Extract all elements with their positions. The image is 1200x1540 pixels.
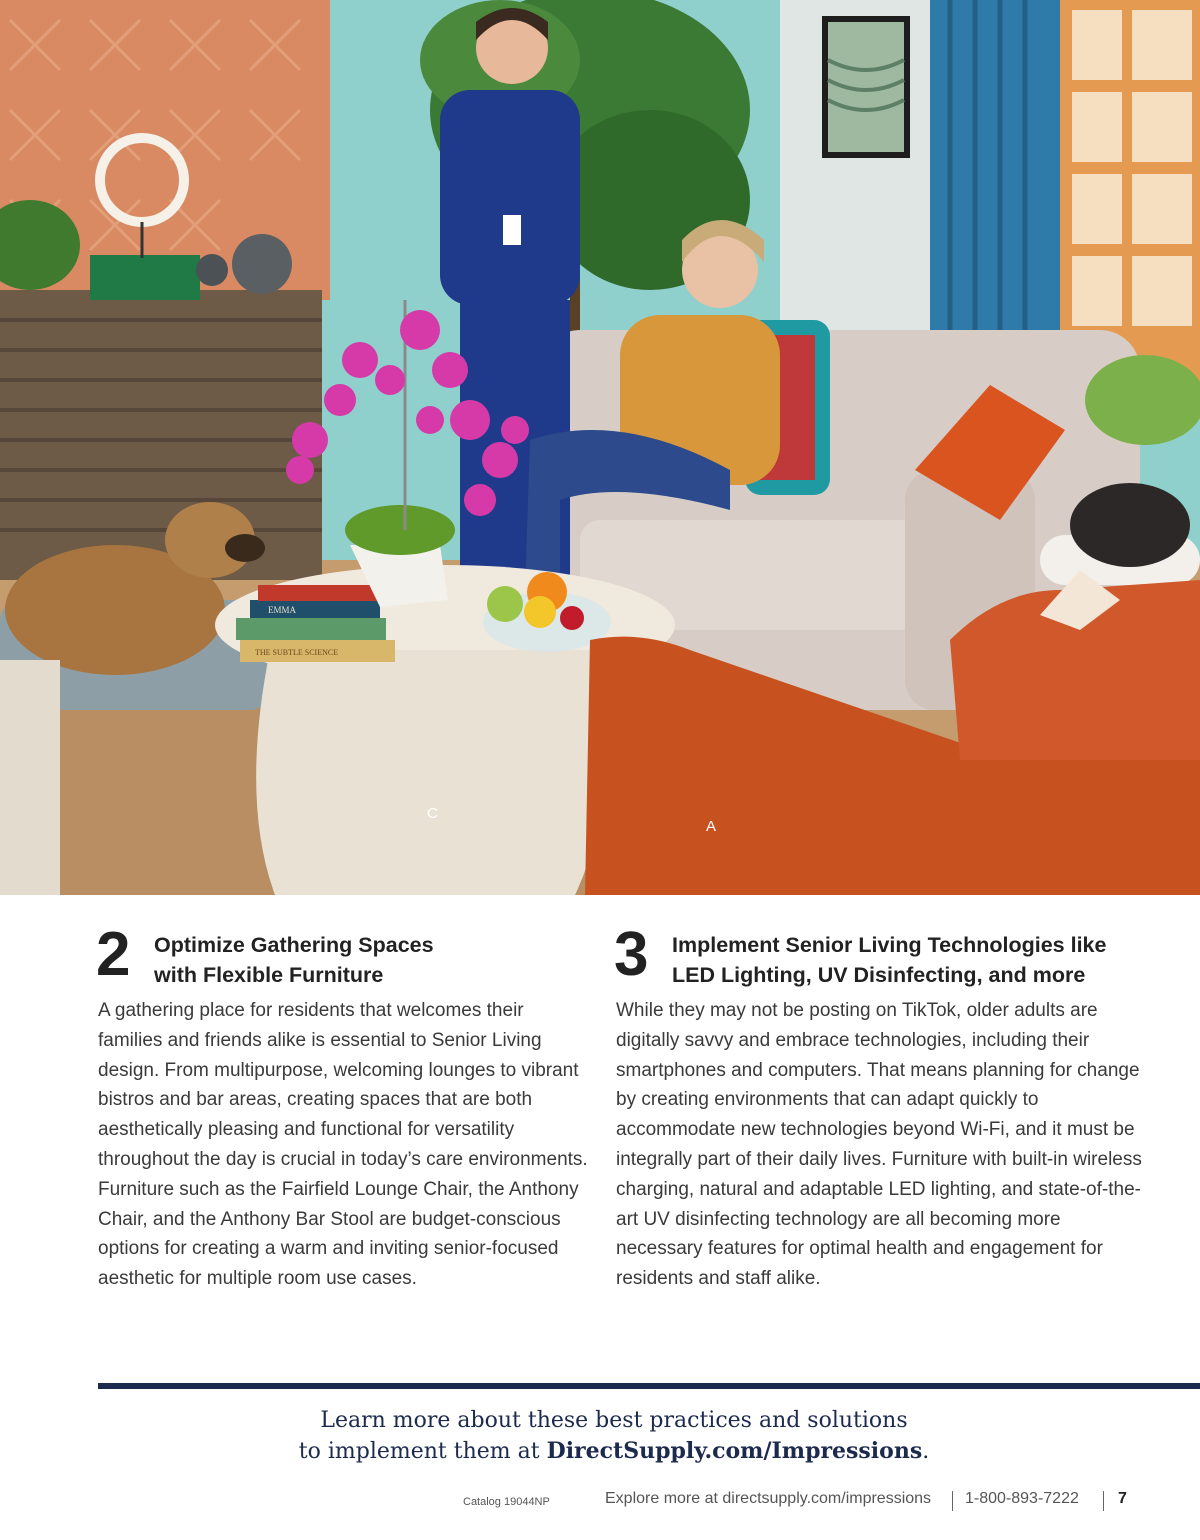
section-3-header (614, 920, 1156, 990)
callout-label-c: C (427, 805, 438, 822)
phone-number[interactable]: 1-800-893-7222 (965, 1490, 1079, 1507)
page-number: 7 (1118, 1490, 1127, 1507)
section-3-number: 3 (614, 920, 649, 989)
section-2-header (96, 920, 598, 990)
coffee-table-base (256, 650, 606, 895)
directsupply-impressions-link[interactable]: DirectSupply.com/Impressions (546, 1438, 923, 1464)
sideboard (0, 290, 322, 580)
section-2-number: 2 (96, 920, 131, 989)
section-3-body: While they may not be posting on TikTok, older adults are digitally savvy and embrace technologies, including their smartphones and computers. That means planning for change by creating environments that can adapt quickly to accommodate new technologies beyond Wi-Fi, and it must be integrally part of their daily lives. Furniture with built-in wireless charging, natural and adaptable LED lighting, and state-of-the-art UV disinfecting technology are all becoming more necessary features for optimal health and engagement for residents and staff alike. (616, 1000, 1142, 1290)
explore-link[interactable]: Explore more at directsupply.com/impressions (605, 1490, 932, 1507)
section-2-title-line1: Optimize Gathering Spaces (154, 933, 434, 957)
section-3-title (672, 930, 1152, 990)
footer-separator (952, 1491, 953, 1511)
divider-rule (98, 1383, 1200, 1389)
section-2-title-line2: with Flexible Furniture (154, 963, 384, 987)
book-stack (236, 585, 395, 662)
section-3-title-line1: Implement Senior Living Technologies like (672, 933, 1107, 957)
black-kettle (1070, 483, 1190, 567)
id-badge (503, 215, 521, 245)
cta-suffix: . (922, 1439, 930, 1464)
green-box (90, 255, 200, 300)
left-chair (0, 660, 60, 895)
section-2-title (154, 930, 634, 990)
nurse (440, 90, 580, 305)
catalog-number: Catalog 19044NP (463, 1496, 550, 1508)
section-2-body: A gathering place for residents that welcomes their families and friends alike is essential to Senior Living design. From multipurpose, welcoming lounges to vibrant bistros and bar areas, creating spaces that are both aesthetically pleasing and functional for versatility throughout the day is crucial in today’s care environments. Furniture such as the Fairfield Lounge Chair, the Anthony Chair, and the Anthony Bar Stool are budget-conscious options for creating a warm and inviting senior-focused aesthetic for multiple room use cases. (98, 1000, 588, 1290)
cta-line2 (0, 1436, 1200, 1467)
book-spine-emma: EMMA (268, 605, 297, 615)
vase (232, 234, 292, 294)
section-2 (96, 920, 598, 1294)
footer-separator (1103, 1491, 1104, 1511)
cta-line1: Learn more about these best practices and solutions (320, 1408, 908, 1433)
section-3 (614, 920, 1156, 1294)
cta-prefix: to implement them at (298, 1439, 540, 1464)
section-3-title-line2: LED Lighting, UV Disinfecting, and more (672, 963, 1086, 987)
book-spine-2: THE SUBTLE SCIENCE (255, 648, 339, 657)
callout-label-a: A (706, 818, 717, 835)
right-plant (1085, 355, 1200, 445)
